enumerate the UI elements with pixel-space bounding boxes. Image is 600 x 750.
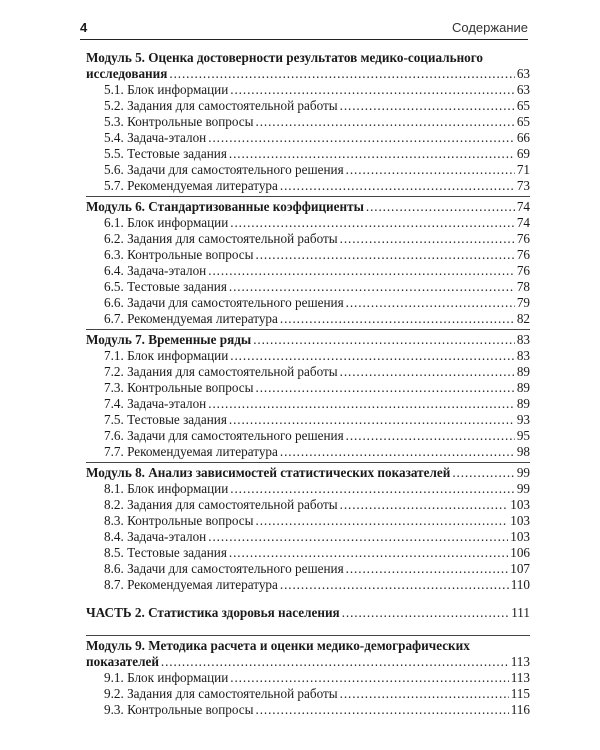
toc-subentry bbox=[86, 130, 530, 146]
toc-module-entry bbox=[86, 638, 530, 670]
toc-entry-title-line1: Модуль 5. Оценка достоверности результатов медико-социального bbox=[86, 50, 484, 65]
toc-entry-page: 76 bbox=[516, 231, 530, 246]
toc-entry-title: 6.1. Блок информации bbox=[104, 215, 229, 230]
toc-module-entry bbox=[86, 605, 530, 621]
toc-entry-title: Модуль 6. Стандартизованные коэффициенты bbox=[86, 199, 364, 214]
toc-entry-title: 6.4. Задача-эталон bbox=[104, 263, 207, 278]
running-head: Содержание bbox=[452, 20, 528, 35]
toc-entry-title: Модуль 8. Анализ зависимостей статистических показателей bbox=[86, 465, 451, 480]
dot-leader bbox=[340, 98, 515, 114]
toc-subentry bbox=[86, 529, 530, 545]
section-divider bbox=[86, 635, 530, 636]
toc-subentry bbox=[86, 98, 530, 114]
toc-entry-page: 115 bbox=[510, 686, 530, 701]
dot-leader bbox=[256, 702, 509, 718]
dot-leader bbox=[340, 497, 509, 513]
toc-entry-page: 74 bbox=[516, 199, 530, 214]
toc-entry-title: 5.1. Блок информации bbox=[104, 82, 229, 97]
toc-entry-title: 7.3. Контрольные вопросы bbox=[104, 380, 254, 395]
toc-entry-page: 110 bbox=[510, 577, 530, 592]
toc-entry-title: 8.4. Задача-эталон bbox=[104, 529, 207, 544]
toc-subentry bbox=[86, 444, 530, 460]
toc-entry-page: 63 bbox=[516, 66, 530, 81]
toc-entry-page: 69 bbox=[516, 146, 530, 161]
toc-entry-title: 8.5. Тестовые задания bbox=[104, 545, 227, 560]
dot-leader bbox=[340, 364, 515, 380]
dot-leader bbox=[280, 178, 515, 194]
toc-entry-page: 71 bbox=[516, 162, 530, 177]
toc-entry-title: 7.1. Блок информации bbox=[104, 348, 229, 363]
toc-subentry bbox=[86, 428, 530, 444]
toc-entry-title: 9.1. Блок информации bbox=[104, 670, 229, 685]
toc-entry-page: 78 bbox=[516, 279, 530, 294]
toc-subentry bbox=[86, 311, 530, 327]
toc-entry-page: 65 bbox=[516, 98, 530, 113]
toc-entry-title: 8.2. Задания для самостоятельной работы bbox=[104, 497, 338, 512]
toc-subentry bbox=[86, 561, 530, 577]
toc-entry-title: 8.3. Контрольные вопросы bbox=[104, 513, 254, 528]
dot-leader bbox=[229, 545, 508, 561]
toc-subentry bbox=[86, 279, 530, 295]
toc-entry-page: 89 bbox=[516, 396, 530, 411]
toc-entry-page: 103 bbox=[510, 513, 530, 528]
toc-subentry bbox=[86, 497, 530, 513]
dot-leader bbox=[208, 263, 515, 279]
toc-entry-title: 5.5. Тестовые задания bbox=[104, 146, 227, 161]
toc-entry-page: 116 bbox=[510, 702, 530, 717]
toc-module-entry bbox=[86, 465, 530, 481]
toc-subentry bbox=[86, 481, 530, 497]
dot-leader bbox=[230, 481, 515, 497]
toc-entry-title: 7.5. Тестовые задания bbox=[104, 412, 227, 427]
dot-leader bbox=[256, 380, 515, 396]
section-divider bbox=[86, 196, 530, 197]
dot-leader bbox=[208, 529, 508, 545]
toc-entry-page: 99 bbox=[516, 465, 530, 480]
dot-leader bbox=[230, 348, 515, 364]
page-header bbox=[80, 20, 528, 38]
toc-subentry bbox=[86, 162, 530, 178]
toc-subentry bbox=[86, 396, 530, 412]
dot-leader bbox=[229, 279, 515, 295]
page-number: 4 bbox=[80, 20, 88, 35]
toc-subentry bbox=[86, 702, 530, 718]
dot-leader bbox=[230, 82, 515, 98]
toc-entry-title: показателей bbox=[86, 654, 159, 669]
toc-entry-title: 5.2. Задания для самостоятельной работы bbox=[104, 98, 338, 113]
toc-entry-title: 8.1. Блок информации bbox=[104, 481, 229, 496]
dot-leader bbox=[346, 561, 509, 577]
toc-entry-page: 113 bbox=[510, 670, 530, 685]
toc-module-entry bbox=[86, 50, 530, 82]
toc-entry-page: 95 bbox=[516, 428, 530, 443]
toc-entry-title: 5.6. Задачи для самостоятельного решения bbox=[104, 162, 344, 177]
toc-entry-title: 8.6. Задачи для самостоятельного решения bbox=[104, 561, 344, 576]
toc-entry-title: 9.2. Задания для самостоятельной работы bbox=[104, 686, 338, 701]
dot-leader bbox=[253, 332, 515, 348]
dot-leader bbox=[452, 465, 515, 481]
toc-subentry bbox=[86, 263, 530, 279]
dot-leader bbox=[161, 654, 509, 670]
toc-entry-title: 5.4. Задача-эталон bbox=[104, 130, 207, 145]
toc-subentry bbox=[86, 577, 530, 593]
toc-subentry bbox=[86, 231, 530, 247]
toc-subentry bbox=[86, 686, 530, 702]
toc-entry-page: 106 bbox=[510, 545, 530, 560]
toc-subentry bbox=[86, 545, 530, 561]
toc-subentry bbox=[86, 380, 530, 396]
toc-entry-page: 74 bbox=[516, 215, 530, 230]
toc-entry-page: 73 bbox=[516, 178, 530, 193]
dot-leader bbox=[340, 686, 509, 702]
dot-leader bbox=[229, 146, 515, 162]
toc-subentry bbox=[86, 513, 530, 529]
dot-leader bbox=[208, 130, 515, 146]
dot-leader bbox=[230, 215, 515, 231]
toc-entry-title: 7.6. Задачи для самостоятельного решения bbox=[104, 428, 344, 443]
section-divider bbox=[86, 462, 530, 463]
dot-leader bbox=[230, 670, 508, 686]
toc-entry-page: 103 bbox=[510, 529, 530, 544]
dot-leader bbox=[280, 311, 515, 327]
toc-module-entry bbox=[86, 199, 530, 215]
dot-leader bbox=[340, 231, 515, 247]
toc-entry-title: ЧАСТЬ 2. Статистика здоровья населения bbox=[86, 605, 340, 620]
toc-subentry bbox=[86, 670, 530, 686]
dot-leader bbox=[256, 513, 509, 529]
toc-entry-page: 93 bbox=[516, 412, 530, 427]
toc-entry-page: 65 bbox=[516, 114, 530, 129]
dot-leader bbox=[346, 295, 515, 311]
toc-entry-page: 76 bbox=[516, 263, 530, 278]
toc-entry-page: 99 bbox=[516, 481, 530, 496]
toc-entry-page: 82 bbox=[516, 311, 530, 326]
toc-subentry bbox=[86, 348, 530, 364]
dot-leader bbox=[208, 396, 515, 412]
table-of-contents bbox=[86, 50, 530, 718]
dot-leader bbox=[169, 66, 514, 82]
dot-leader bbox=[346, 428, 515, 444]
dot-leader bbox=[229, 412, 515, 428]
toc-entry-title: 6.2. Задания для самостоятельной работы bbox=[104, 231, 338, 246]
toc-module-entry bbox=[86, 332, 530, 348]
toc-subentry bbox=[86, 412, 530, 428]
toc-entry-page: 107 bbox=[510, 561, 530, 576]
toc-entry-page: 83 bbox=[516, 332, 530, 347]
dot-leader bbox=[342, 605, 509, 621]
section-divider bbox=[86, 329, 530, 330]
toc-entry-title: 6.6. Задачи для самостоятельного решения bbox=[104, 295, 344, 310]
toc-entry-page: 83 bbox=[516, 348, 530, 363]
toc-subentry bbox=[86, 82, 530, 98]
dot-leader bbox=[256, 114, 515, 130]
toc-entry-page: 113 bbox=[510, 654, 530, 669]
toc-entry-page: 66 bbox=[516, 130, 530, 145]
toc-entry-title: 5.7. Рекомендуемая литература bbox=[104, 178, 278, 193]
toc-entry-title: 5.3. Контрольные вопросы bbox=[104, 114, 254, 129]
toc-entry-page: 79 bbox=[516, 295, 530, 310]
toc-entry-page: 103 bbox=[510, 497, 530, 512]
toc-entry-title: 6.7. Рекомендуемая литература bbox=[104, 311, 278, 326]
toc-subentry bbox=[86, 215, 530, 231]
toc-subentry bbox=[86, 295, 530, 311]
toc-entry-title: 8.7. Рекомендуемая литература bbox=[104, 577, 278, 592]
toc-entry-title: 6.3. Контрольные вопросы bbox=[104, 247, 254, 262]
dot-leader bbox=[366, 199, 515, 215]
toc-entry-page: 111 bbox=[511, 605, 530, 620]
dot-leader bbox=[256, 247, 515, 263]
toc-entry-title: Модуль 7. Временные ряды bbox=[86, 332, 252, 347]
toc-subentry bbox=[86, 247, 530, 263]
toc-entry-title: 9.3. Контрольные вопросы bbox=[104, 702, 254, 717]
toc-entry-title: исследования bbox=[86, 66, 168, 81]
toc-entry-title: 7.2. Задания для самостоятельной работы bbox=[104, 364, 338, 379]
toc-entry-page: 98 bbox=[516, 444, 530, 459]
toc-subentry bbox=[86, 114, 530, 130]
toc-entry-page: 89 bbox=[516, 364, 530, 379]
toc-entry-title: 6.5. Тестовые задания bbox=[104, 279, 227, 294]
dot-leader bbox=[280, 577, 509, 593]
toc-entry-title: 7.7. Рекомендуемая литература bbox=[104, 444, 278, 459]
toc-entry-page: 89 bbox=[516, 380, 530, 395]
toc-subentry bbox=[86, 146, 530, 162]
toc-entry-page: 76 bbox=[516, 247, 530, 262]
toc-subentry bbox=[86, 178, 530, 194]
toc-entry-title-line1: Модуль 9. Методика расчета и оценки медико-демографических bbox=[86, 638, 470, 653]
header-rule bbox=[80, 39, 528, 40]
toc-subentry bbox=[86, 364, 530, 380]
dot-leader bbox=[280, 444, 515, 460]
dot-leader bbox=[346, 162, 515, 178]
toc-entry-title: 7.4. Задача-эталон bbox=[104, 396, 207, 411]
toc-entry-page: 63 bbox=[516, 82, 530, 97]
